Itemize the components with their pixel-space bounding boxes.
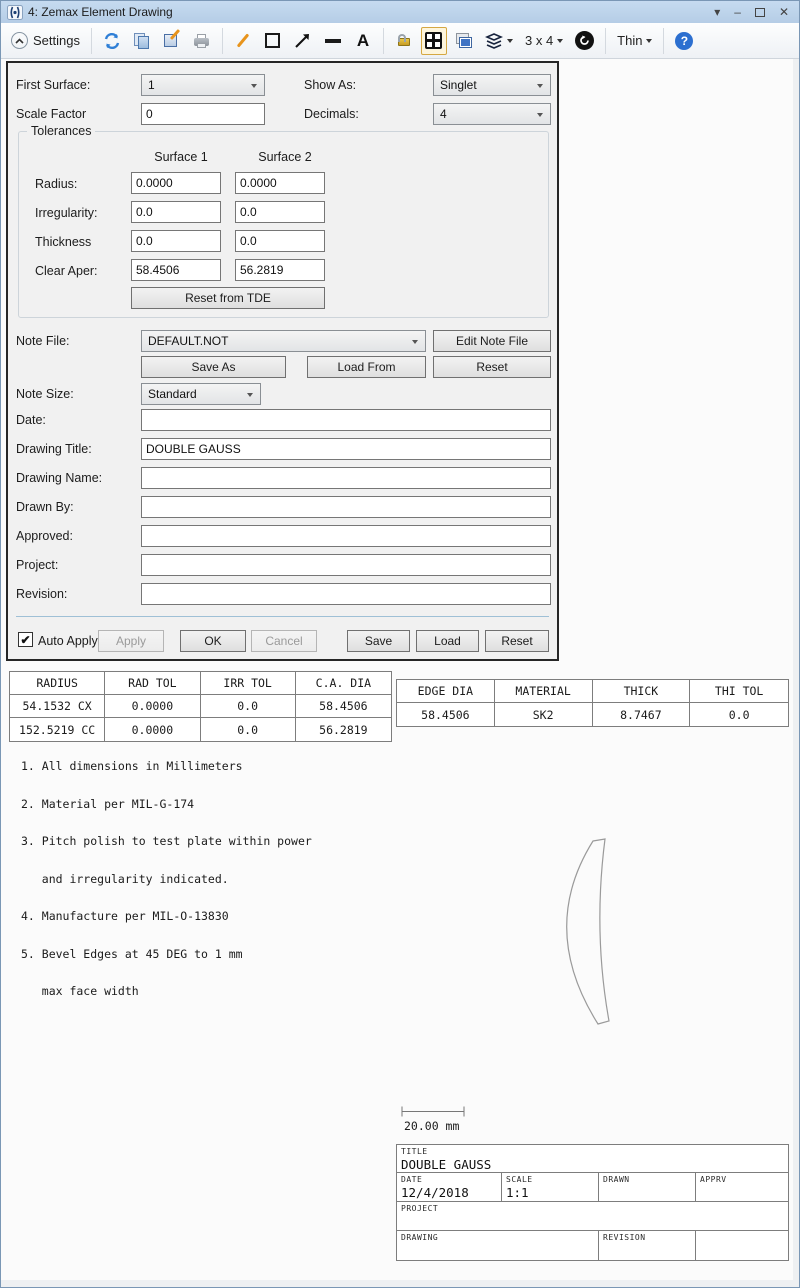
surface-1-header: Surface 1: [154, 150, 208, 164]
line-tool-button[interactable]: [320, 27, 346, 55]
thickness-label: Thickness: [35, 235, 92, 249]
chevron-down-icon: [247, 393, 253, 397]
ok-button[interactable]: OK: [180, 630, 246, 652]
toolbar: [1, 23, 799, 59]
show-as-value: Singlet: [440, 78, 477, 92]
note-load-from-button[interactable]: Load From: [307, 356, 426, 378]
title-block-project-label: PROJECT: [401, 1204, 439, 1213]
irregularity-s1-input[interactable]: [131, 201, 221, 223]
scale-bar-label: 20.00 mm: [404, 1119, 460, 1133]
note-line: 4. Manufacture per MIL-O-13830: [21, 909, 229, 923]
decimals-value: 4: [440, 107, 447, 121]
chevron-down-icon: [412, 340, 418, 344]
quadrant-view-icon: [425, 32, 442, 49]
column-header: RADIUS: [10, 672, 105, 695]
clear-aper-label: Clear Aper:: [35, 264, 98, 278]
lens-element-drawing: [521, 829, 661, 1039]
save-button[interactable]: Save: [347, 630, 410, 652]
thickness-s2-input[interactable]: [235, 230, 325, 252]
table-cell: 58.4506: [397, 703, 495, 726]
scale-factor-input[interactable]: [141, 103, 265, 125]
tolerances-groupbox: [18, 124, 549, 318]
window-frame-edge: [1, 1280, 799, 1287]
irregularity-label: Irregularity:: [35, 206, 98, 220]
save-image-icon: [163, 32, 181, 50]
window-title: 4: Zemax Element Drawing: [28, 5, 173, 19]
column-header: IRR TOL: [201, 672, 296, 695]
drawing-name-input[interactable]: [141, 467, 551, 489]
title-block-empty-cell: [696, 1231, 788, 1260]
table-cell: 0.0000: [105, 718, 200, 741]
date-input[interactable]: [141, 409, 551, 431]
title-block-title-label: TITLE: [401, 1147, 428, 1156]
column-header: EDGE DIA: [397, 680, 495, 703]
table-cell: 0.0: [201, 695, 296, 718]
note-save-as-button[interactable]: Save As: [141, 356, 286, 378]
auto-apply-label: Auto Apply: [38, 634, 98, 648]
table-cell: 0.0: [201, 718, 296, 741]
chevron-up-circle-icon: [11, 32, 28, 49]
table-cell: 8.7467: [593, 703, 691, 726]
element-data-table: [396, 679, 789, 727]
show-as-label: Show As:: [304, 78, 357, 92]
table-cell: SK2: [495, 703, 593, 726]
toolbar-separator: [383, 28, 384, 54]
scale-factor-label: Scale Factor: [16, 107, 87, 121]
clear-aper-s1-input[interactable]: [131, 259, 221, 281]
pencil-icon: [237, 33, 250, 47]
title-block: [396, 1144, 789, 1261]
reset-button[interactable]: Reset: [485, 630, 549, 652]
note-file-select[interactable]: [141, 330, 426, 352]
radius-s1-input[interactable]: [131, 172, 221, 194]
print-button[interactable]: [189, 27, 215, 55]
table-cell: 0.0000: [105, 695, 200, 718]
approved-label: Approved:: [16, 529, 73, 543]
column-header: RAD TOL: [105, 672, 200, 695]
chevron-down-icon: [557, 39, 563, 43]
column-header: MATERIAL: [495, 680, 593, 703]
text-icon: A: [356, 30, 370, 50]
note-size-value: Standard: [148, 387, 197, 401]
layers-button[interactable]: [481, 27, 517, 55]
chevron-down-icon: [251, 84, 257, 88]
tolerances-legend: Tolerances: [27, 124, 95, 138]
surface-2-header: Surface 2: [258, 150, 312, 164]
title-block-title-value: DOUBLE GAUSS: [401, 1157, 492, 1172]
drawn-by-input[interactable]: [141, 496, 551, 518]
edit-note-file-button[interactable]: Edit Note File: [433, 330, 551, 352]
irregularity-s2-input[interactable]: [235, 201, 325, 223]
rectangle-icon: [265, 33, 280, 48]
copy-button[interactable]: [129, 27, 155, 55]
revision-label: Revision:: [16, 587, 68, 601]
note-file-value: DEFAULT.NOT: [148, 334, 229, 348]
note-file-label: Note File:: [16, 334, 70, 348]
lock-icon: [395, 32, 413, 50]
close-button[interactable]: ✕: [778, 5, 789, 19]
refresh-button[interactable]: [99, 27, 125, 55]
table-cell: 56.2819: [319, 722, 368, 737]
title-block-scale-value: 1:1: [506, 1185, 529, 1200]
title-block-drawing-label: DRAWING: [401, 1233, 439, 1242]
toolbar-separator: [222, 28, 223, 54]
drawn-by-label: Drawn By:: [16, 500, 74, 514]
table-cell: 152.5219 CC: [10, 718, 105, 741]
line-weight-label: Thin: [617, 33, 643, 48]
title-block-date-value: 12/4/2018: [401, 1185, 469, 1200]
note-reset-button[interactable]: Reset: [433, 356, 551, 378]
arrow-icon: [294, 32, 311, 49]
cancel-button[interactable]: Cancel: [251, 630, 317, 652]
maximize-button[interactable]: [755, 8, 765, 17]
note-line: max face width: [21, 984, 139, 998]
line-icon: [325, 39, 341, 43]
settings-label: Settings: [33, 33, 80, 48]
toolbar-separator: [605, 28, 606, 54]
note-size-select[interactable]: [141, 383, 261, 405]
title-block-scale-label: SCALE: [506, 1175, 533, 1184]
drawing-notes: [21, 735, 312, 1023]
grid-size-button[interactable]: [521, 27, 567, 55]
drawing-title-label: Drawing Title:: [16, 442, 92, 456]
load-button[interactable]: Load: [416, 630, 479, 652]
rotate-icon: [575, 31, 594, 50]
project-label: Project:: [16, 558, 59, 572]
auto-apply-checkbox[interactable]: ✔: [18, 632, 33, 647]
note-line: and irregularity indicated.: [21, 871, 229, 886]
chevron-down-icon: [537, 113, 543, 117]
toolbar-separator: [663, 28, 664, 54]
table-cell: 54.1532 CX: [10, 695, 105, 718]
refresh-icon: [103, 32, 121, 50]
layers-icon: [485, 33, 503, 49]
approved-input[interactable]: [141, 525, 551, 547]
project-input[interactable]: [141, 554, 551, 576]
line-weight-button[interactable]: [613, 27, 656, 55]
first-surface-label: First Surface:: [16, 78, 91, 92]
column-header: C.A. DIA: [296, 672, 391, 695]
help-button[interactable]: [671, 27, 697, 55]
decimals-label: Decimals:: [304, 107, 359, 121]
date-label: Date:: [16, 413, 46, 427]
note-line: 5. Bevel Edges at 45 DEG to 1 mm: [21, 946, 243, 961]
radius-s2-input[interactable]: [235, 172, 325, 194]
quadrant-view-button[interactable]: [421, 27, 447, 55]
lock-button[interactable]: [391, 27, 417, 55]
save-image-button[interactable]: [159, 27, 185, 55]
grid-size-label: 3 x 4: [524, 33, 554, 48]
pencil-tool-button[interactable]: [230, 27, 256, 55]
note-line: 2. Material per MIL-G-174: [21, 796, 195, 811]
note-line: 3. Pitch polish to test plate within power: [21, 834, 312, 848]
radius-label: Radius:: [35, 177, 78, 191]
column-header: THICK: [593, 680, 691, 703]
revision-input[interactable]: [141, 583, 551, 605]
chevron-down-icon: [646, 39, 652, 43]
apply-button[interactable]: Apply: [98, 630, 164, 652]
rotate-button[interactable]: [571, 27, 598, 55]
table-cell: 58.4506: [296, 695, 391, 718]
arrow-tool-button[interactable]: [290, 27, 316, 55]
help-icon: ?: [675, 32, 693, 50]
reset-from-tde-button[interactable]: Reset from TDE: [131, 287, 325, 309]
surface-data-table: [9, 671, 392, 742]
chevron-down-icon: [507, 39, 513, 43]
decimals-select[interactable]: [433, 103, 551, 125]
note-size-label: Note Size:: [16, 387, 74, 401]
window-frame-edge: [793, 59, 799, 1287]
printer-icon: [193, 32, 211, 50]
thickness-s1-input[interactable]: [131, 230, 221, 252]
table-cell: 0.0: [728, 707, 750, 722]
column-header: THI TOL: [690, 680, 788, 703]
note-line: 1. All dimensions in Millimeters: [21, 759, 243, 773]
minimize-button[interactable]: –: [734, 5, 741, 19]
app-icon: [7, 5, 23, 20]
title-block-drawn-label: DRAWN: [603, 1175, 630, 1184]
drawing-page: [1, 59, 799, 1287]
copy-icon: [133, 32, 151, 50]
drawing-title-input[interactable]: [141, 438, 551, 460]
drawing-name-label: Drawing Name:: [16, 471, 103, 485]
first-surface-value: 1: [148, 78, 155, 92]
panes-view-button[interactable]: [451, 27, 477, 55]
text-tool-button[interactable]: [350, 27, 376, 55]
title-block-apprv-label: APPRV: [700, 1175, 727, 1184]
scale-bar: [400, 1105, 468, 1118]
window-menu-button[interactable]: ▾: [714, 5, 721, 19]
show-as-select[interactable]: [433, 74, 551, 96]
rectangle-tool-button[interactable]: [260, 27, 286, 55]
title-block-revision-label: REVISION: [603, 1233, 646, 1242]
window-panes-icon: [455, 32, 473, 50]
settings-panel: [6, 61, 559, 661]
chevron-down-icon: [537, 84, 543, 88]
title-block-date-label: DATE: [401, 1175, 423, 1184]
settings-toggle-button[interactable]: [7, 27, 84, 55]
clear-aper-s2-input[interactable]: [235, 259, 325, 281]
first-surface-select[interactable]: [141, 74, 265, 96]
toolbar-separator: [91, 28, 92, 54]
panel-separator: [16, 616, 549, 617]
title-bar[interactable]: [1, 1, 799, 23]
